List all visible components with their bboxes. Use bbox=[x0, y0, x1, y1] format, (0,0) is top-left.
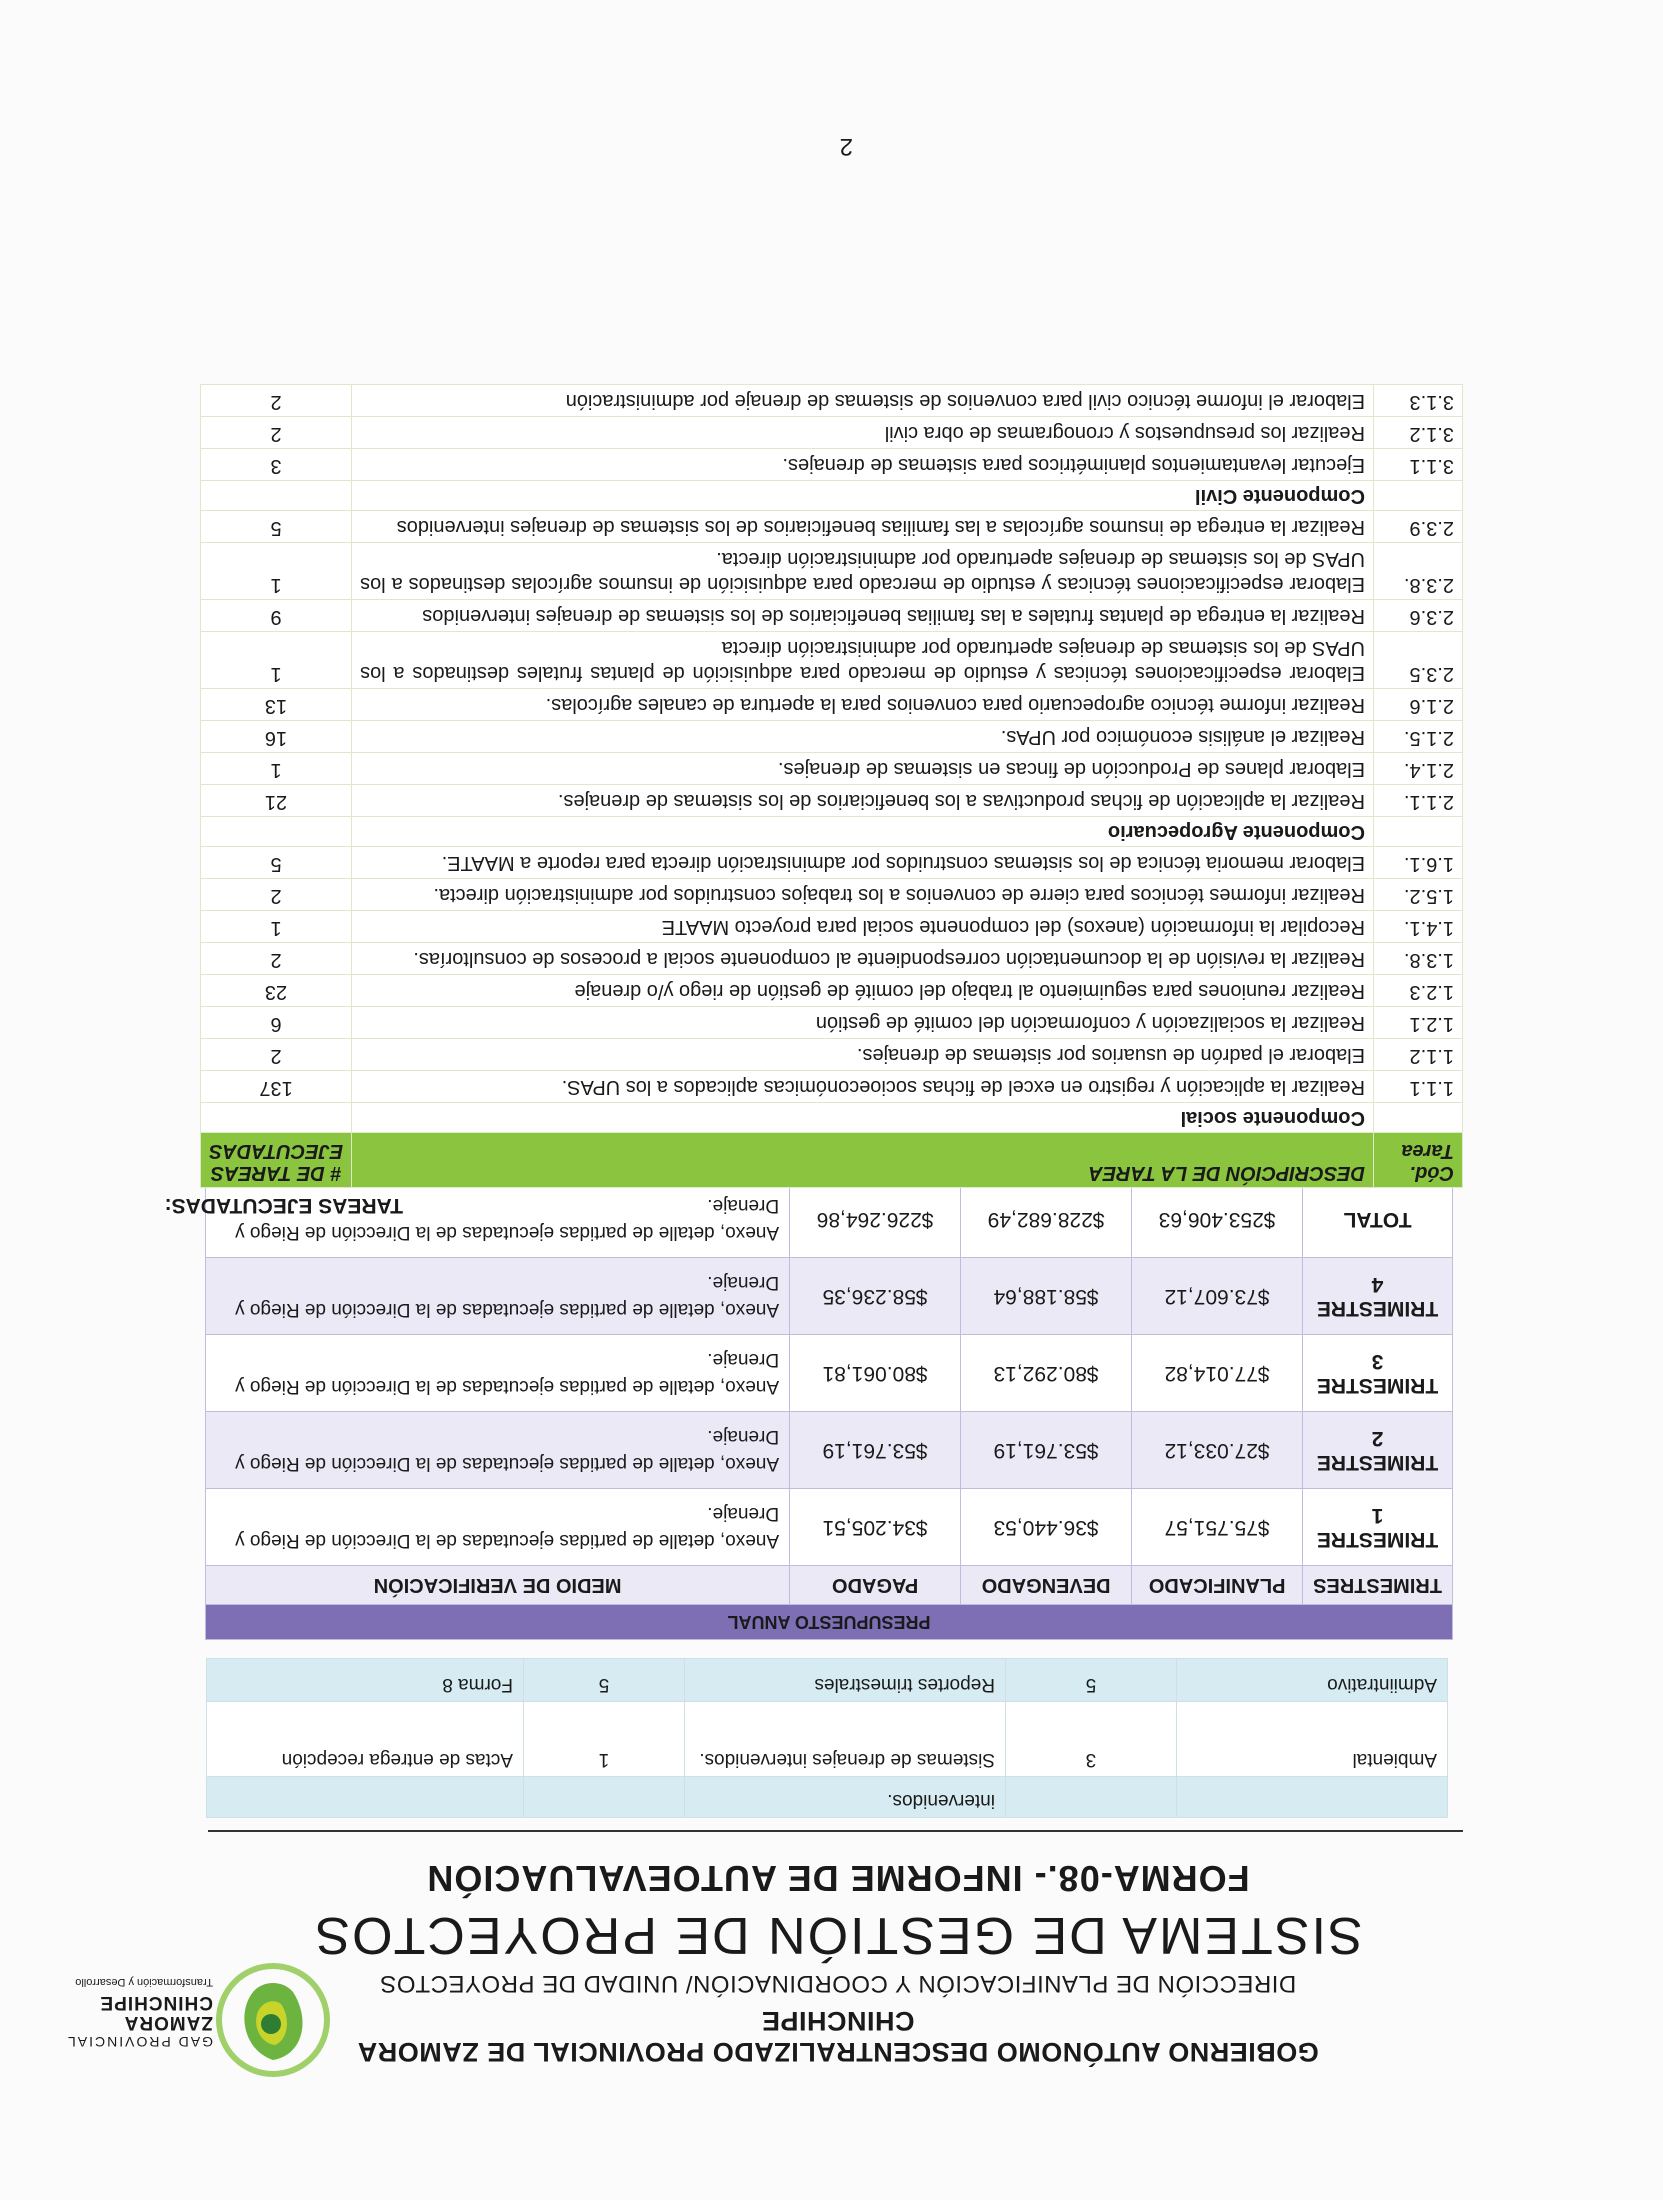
column-header: PAGADO bbox=[790, 1566, 961, 1605]
task-code: 2.1.6 bbox=[1374, 689, 1463, 721]
verification-cell: Anexo, detalle de partidas ejecutadas de la Dirección de Riego y Drenaje. bbox=[206, 1335, 790, 1412]
task-code: 1.2.1 bbox=[1374, 1007, 1463, 1039]
table-row bbox=[201, 753, 1463, 785]
document-header bbox=[0, 1858, 1663, 2200]
table-row bbox=[201, 385, 1463, 417]
task-count: 23 bbox=[201, 975, 352, 1007]
planned-cell: $73.607,12 bbox=[1132, 1258, 1303, 1335]
table-row bbox=[201, 511, 1463, 543]
task-code: 2.1.1. bbox=[1374, 785, 1463, 817]
quarter-cell: TRIMESTRE 4 bbox=[1303, 1258, 1453, 1335]
table-row bbox=[201, 847, 1463, 879]
task-count: 9 bbox=[201, 600, 352, 632]
task-count: 13 bbox=[201, 689, 352, 721]
task-code: 1.1.1 bbox=[1374, 1071, 1463, 1103]
table-row bbox=[201, 1007, 1463, 1039]
task-code: 2.3.6 bbox=[1374, 600, 1463, 632]
table-row bbox=[201, 785, 1463, 817]
task-count: 2 bbox=[201, 385, 352, 417]
verification-cell: Anexo, detalle de partidas ejecutadas de la Dirección de Riego y Drenaje. bbox=[206, 1412, 790, 1489]
task-description: Ejecutar levantamientos planimétricos para sistemas de drenajes. bbox=[352, 449, 1374, 481]
task-code: 3.1.2 bbox=[1374, 417, 1463, 449]
section-title: Componente Agropecuario bbox=[352, 817, 1374, 847]
section-row bbox=[201, 481, 1463, 511]
page-number: 2 bbox=[839, 133, 853, 160]
brand-line2: ZAMORA CHINCHIPE bbox=[99, 1992, 213, 2033]
task-description: Realizar el análisis económico por UPAs. bbox=[352, 721, 1374, 753]
task-count: 21 bbox=[201, 785, 352, 817]
budget-title: PRESUPUESTO ANUAL bbox=[206, 1605, 1453, 1640]
task-description: Realizar los presupuestos y cronogramas de obra civil bbox=[352, 417, 1374, 449]
accrued-cell: $80.292,13 bbox=[961, 1335, 1132, 1412]
paid-cell: $226.264,86 bbox=[790, 1181, 961, 1258]
quarter-cell: TRIMESTRE 1 bbox=[1303, 1489, 1453, 1566]
goal-cell: 3 bbox=[1006, 1702, 1177, 1777]
header-titles bbox=[313, 1857, 1363, 2067]
indicators-table bbox=[206, 1658, 1448, 1818]
component-cell: Admiintrativo bbox=[1177, 1659, 1448, 1702]
executed-cell: 1 bbox=[524, 1702, 685, 1777]
indicator-cell: Reportes trimestrales bbox=[685, 1659, 1006, 1702]
tasks-label: TAREAS EJECUTADAS: bbox=[164, 1194, 403, 1217]
goal-cell: 5 bbox=[1006, 1659, 1177, 1702]
quarter-cell: TRIMESTRE 2 bbox=[1303, 1412, 1453, 1489]
task-count: 2 bbox=[201, 879, 352, 911]
table-row bbox=[201, 879, 1463, 911]
task-count: 2 bbox=[201, 1039, 352, 1071]
task-count: 1 bbox=[201, 911, 352, 943]
task-code: 1.5.2. bbox=[1374, 879, 1463, 911]
table-row bbox=[201, 721, 1463, 753]
verification-cell: Anexo, detalle de partidas ejecutadas de la Dirección de Riego y Drenaje. bbox=[206, 1258, 790, 1335]
gad-brand bbox=[13, 1972, 213, 2052]
task-code: 1.6.1. bbox=[1374, 847, 1463, 879]
table-row bbox=[201, 975, 1463, 1007]
form-title: FORMA-08.- INFORME DE AUTOEVALUACIÓN bbox=[426, 1858, 1250, 1899]
planned-cell: $75.751,57 bbox=[1132, 1489, 1303, 1566]
table-row bbox=[201, 689, 1463, 721]
task-code: 2.1.5. bbox=[1374, 721, 1463, 753]
budget-body bbox=[206, 1181, 1453, 1566]
task-description: Realizar la entrega de plantas frutales a las familias beneficiarios de los sistemas de drenajes intervenidos bbox=[352, 600, 1374, 632]
table-row bbox=[201, 1071, 1463, 1103]
paid-cell: $53.761,19 bbox=[790, 1412, 961, 1489]
budget-table bbox=[205, 1180, 1453, 1640]
column-header: MEDIO DE VERIFICACIÓN bbox=[206, 1566, 790, 1605]
verification-cell: Actas de entrega recepción bbox=[207, 1702, 524, 1777]
task-description: Realizar reuniones para seguimiento al trabajo del comité de gestión de riego y/o drenaje bbox=[352, 975, 1374, 1007]
count-header: # DE TAREAS EJECUTADAS bbox=[201, 1133, 352, 1188]
task-count: 2 bbox=[201, 943, 352, 975]
task-description: Realizar la aplicación y registro en excel de fichas socioeconómicas aplicados a los UPAS. bbox=[352, 1071, 1374, 1103]
task-description: Realizar informes técnicos para cierre de convenios a los trabajos construidos por administración directa. bbox=[352, 879, 1374, 911]
task-description: Elaborar especificaciones técnicas y estudio de mercado para adquisición de insumos agrícolas destinados a los UPAS de los sistemas de drenajes aperturado por administración directa. bbox=[352, 543, 1374, 600]
accrued-cell: $228.682,49 bbox=[961, 1181, 1132, 1258]
quarter-cell: TRIMESTRE 3 bbox=[1303, 1335, 1453, 1412]
indicator-cell: Sistemas de drenajes intervenidos. bbox=[685, 1702, 1006, 1777]
unit-title: DIRECCIÓN DE PLANIFICACIÓN Y COORDINACIÓN/ UNIDAD DE PROYECTOS bbox=[379, 1970, 1297, 1997]
task-code: 1.3.8. bbox=[1374, 943, 1463, 975]
brand-line3: Transformación y Desarrollo bbox=[75, 1976, 213, 1988]
system-title: SISTEMA DE GESTIÓN DE PROYECTOS bbox=[313, 1906, 1363, 1964]
paid-cell: $34.205,51 bbox=[790, 1489, 961, 1566]
table-row bbox=[201, 543, 1463, 600]
component-cell: Ambiental bbox=[1177, 1702, 1448, 1777]
table-row bbox=[201, 1039, 1463, 1071]
table-row bbox=[201, 911, 1463, 943]
task-count: 16 bbox=[201, 721, 352, 753]
task-count: 1 bbox=[201, 543, 352, 600]
task-description: Elaborar planes de Producción de fincas en sistemas de drenajes. bbox=[352, 753, 1374, 785]
column-header: TRIMESTRES bbox=[1303, 1566, 1453, 1605]
column-header: PLANIFICADO bbox=[1132, 1566, 1303, 1605]
table-row bbox=[201, 943, 1463, 975]
section-title: Componente Civil bbox=[352, 481, 1374, 511]
task-code: 1.1.2 bbox=[1374, 1039, 1463, 1071]
task-description: Elaborar memoria técnica de los sistemas construidos por administración directa para reporte a MAATE. bbox=[352, 847, 1374, 879]
accrued-cell: $58.188,64 bbox=[961, 1258, 1132, 1335]
task-code: 2.1.4. bbox=[1374, 753, 1463, 785]
task-count: 1 bbox=[201, 753, 352, 785]
institution-title: GOBIERNO AUTÓNOMO DESCENTRALIZADO PROVINCIAL DE ZAMORA CHINCHIPE bbox=[357, 2006, 1319, 2067]
header-divider bbox=[208, 1830, 1463, 1832]
table-row bbox=[201, 417, 1463, 449]
task-count: 5 bbox=[201, 511, 352, 543]
tasks-table bbox=[200, 384, 1463, 1188]
task-count: 3 bbox=[201, 449, 352, 481]
task-description: Realizar la aplicación de fichas productivas a los beneficiarios de los sistemas de drenajes. bbox=[352, 785, 1374, 817]
planned-cell: $253.406,63 bbox=[1132, 1181, 1303, 1258]
table-row bbox=[206, 1258, 1453, 1335]
table-row bbox=[201, 632, 1463, 689]
task-code: 2.3.8. bbox=[1374, 543, 1463, 600]
task-description: Elaborar especificaciones técnicas y estudio de mercado para adquisición de plantas frutales destinados a los UPAS de los sistemas de drenajes aperturado por administración directa bbox=[352, 632, 1374, 689]
accrued-cell: $53.761,19 bbox=[961, 1412, 1132, 1489]
table-row bbox=[206, 1412, 1453, 1489]
quarter-cell: TOTAL bbox=[1303, 1181, 1453, 1258]
task-description: Elaborar el padrón de usuarios por sistemas de drenajes. bbox=[352, 1039, 1374, 1071]
task-description: Realizar la entrega de insumos agrícolas a las familias beneficiarios de los sistemas de drenajes intervenidos bbox=[352, 511, 1374, 543]
planned-cell: $27.033,12 bbox=[1132, 1412, 1303, 1489]
table-row bbox=[207, 1777, 1448, 1818]
task-code: 2.3.5 bbox=[1374, 632, 1463, 689]
task-count: 1 bbox=[201, 632, 352, 689]
task-count: 2 bbox=[201, 417, 352, 449]
verification-cell: Forma 8 bbox=[207, 1659, 524, 1702]
verification-cell: Anexo, detalle de partidas ejecutadas de la Dirección de Riego y Drenaje. bbox=[206, 1181, 790, 1258]
indicator-cell: intervenidos. bbox=[685, 1777, 1006, 1818]
planned-cell: $77.014,82 bbox=[1132, 1335, 1303, 1412]
task-count: 5 bbox=[201, 847, 352, 879]
task-code: 1.4.1. bbox=[1374, 911, 1463, 943]
verification-cell: Anexo, detalle de partidas ejecutadas de la Dirección de Riego y Drenaje. bbox=[206, 1489, 790, 1566]
tasks-body bbox=[201, 385, 1463, 1133]
task-description: Realizar la revisión de la documentación correspondiente al componente social a procesos de consultorías. bbox=[352, 943, 1374, 975]
table-row bbox=[201, 449, 1463, 481]
task-code: 2.3.9 bbox=[1374, 511, 1463, 543]
task-description: Elaborar el informe técnico civil para convenios de sistemas de drenaje por administración bbox=[352, 385, 1374, 417]
task-description: Realizar la socialización y conformación del comité de gestión bbox=[352, 1007, 1374, 1039]
task-code: 1.2.3 bbox=[1374, 975, 1463, 1007]
description-header: DESCRIPCIÓN DE LA TAREA bbox=[352, 1133, 1374, 1188]
column-header: DEVENGADO bbox=[961, 1566, 1132, 1605]
task-description: Realizar informe técnico agropecuario para convenios para la apertura de canales agrícolas. bbox=[352, 689, 1374, 721]
section-row bbox=[201, 1103, 1463, 1133]
paid-cell: $80.061,81 bbox=[790, 1335, 961, 1412]
task-count: 6 bbox=[201, 1007, 352, 1039]
table-row bbox=[207, 1702, 1448, 1777]
section-row bbox=[201, 817, 1463, 847]
section-title: Componente social bbox=[352, 1103, 1374, 1133]
table-row bbox=[206, 1335, 1453, 1412]
accrued-cell: $36.440,53 bbox=[961, 1489, 1132, 1566]
task-description: Recopilar la información (anexos) del componente social para proyecto MAATE bbox=[352, 911, 1374, 943]
task-code: 3.1.3 bbox=[1374, 385, 1463, 417]
paid-cell: $58.236,35 bbox=[790, 1258, 961, 1335]
executed-cell: 5 bbox=[524, 1659, 685, 1702]
brand-line1: GAD PROVINCIAL bbox=[65, 2034, 213, 2050]
task-count: 137 bbox=[201, 1071, 352, 1103]
code-header: Cód. Tarea bbox=[1374, 1133, 1463, 1188]
task-code: 3.1.1 bbox=[1374, 449, 1463, 481]
table-row bbox=[206, 1489, 1453, 1566]
table-row bbox=[207, 1659, 1448, 1702]
table-row bbox=[201, 600, 1463, 632]
